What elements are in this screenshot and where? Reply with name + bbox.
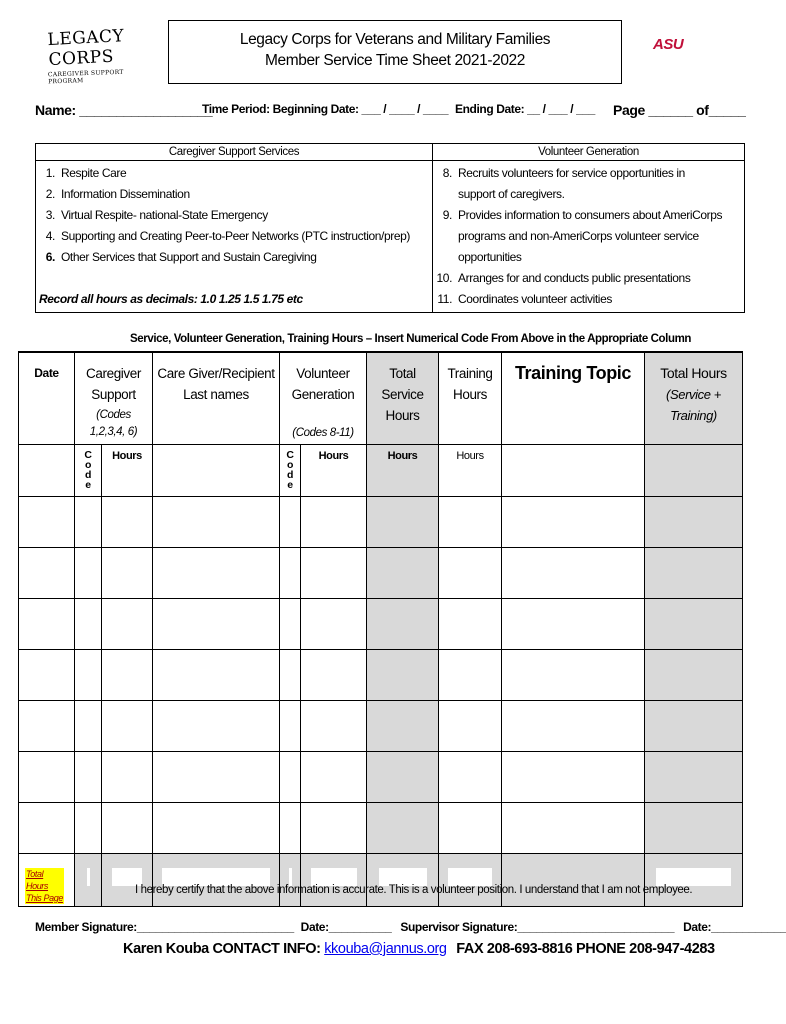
header-total-service-hours: Total Service Hours	[367, 352, 439, 445]
training-topic-cell[interactable]	[502, 650, 645, 701]
training-hours-cell[interactable]	[439, 599, 502, 650]
total-hours-cell[interactable]	[645, 752, 743, 803]
total-caregiver-hours[interactable]	[102, 854, 153, 907]
list-item: 8. Recruits volunteers for service opportunities in	[442, 166, 685, 180]
total-service-hours[interactable]	[367, 854, 439, 907]
list-item: 10. Arranges for and conducts public presentations	[436, 271, 691, 285]
caregiver-hours-cell[interactable]	[102, 599, 153, 650]
table-row	[19, 548, 743, 599]
recipient-cell[interactable]	[153, 599, 280, 650]
total-row	[19, 854, 743, 907]
date-cell[interactable]	[19, 497, 75, 548]
timesheet-table	[18, 351, 743, 907]
total-volunteer-hours[interactable]	[301, 854, 367, 907]
caregiver-hours-cell[interactable]	[102, 803, 153, 854]
total-service-hours-cell[interactable]	[367, 650, 439, 701]
caregiver-code-cell[interactable]	[75, 803, 102, 854]
training-hours-header: Hours	[439, 445, 502, 497]
header-training-topic: Training Topic	[502, 352, 645, 445]
volunteer-generation-heading: Volunteer Generation	[538, 146, 639, 158]
volunteer-hours-cell[interactable]	[301, 701, 367, 752]
total-hours-cell[interactable]	[645, 701, 743, 752]
contact-prefix: Karen Kouba CONTACT INFO:	[123, 941, 321, 957]
total-service-hours-cell[interactable]	[367, 803, 439, 854]
training-hours-cell[interactable]	[439, 701, 502, 752]
caregiver-code-cell[interactable]	[75, 497, 102, 548]
header-recipient: Care Giver/Recipient Last names	[153, 352, 280, 445]
volunteer-hours-cell[interactable]	[301, 752, 367, 803]
list-item: 11. Coordinates volunteer activities	[437, 292, 612, 306]
caregiver-code-cell[interactable]	[75, 599, 102, 650]
total-total-hours[interactable]	[645, 854, 743, 907]
volunteer-code-cell[interactable]	[280, 497, 301, 548]
volunteer-hours-cell[interactable]	[301, 803, 367, 854]
table-row	[19, 752, 743, 803]
volunteer-code-cell[interactable]	[280, 548, 301, 599]
training-topic-cell[interactable]	[502, 752, 645, 803]
table-instruction: Service, Volunteer Generation, Training Hours – Insert Numerical Code From Above in the Appropriate Column	[130, 333, 692, 345]
volunteer-code-cell[interactable]	[280, 650, 301, 701]
time-period-field[interactable]: Time Period: Beginning Date: ___ / ____ / ____	[202, 102, 449, 116]
caregiver-hours-cell[interactable]	[102, 497, 153, 548]
supervisor-date-field[interactable]: Date:____________	[683, 920, 786, 934]
volunteer-hours-cell[interactable]	[301, 497, 367, 548]
recipient-cell[interactable]	[153, 650, 280, 701]
caregiver-hours-cell[interactable]	[102, 752, 153, 803]
member-date-field[interactable]: Date:__________	[300, 920, 392, 934]
volunteer-code-header: C o d e	[280, 445, 301, 497]
volunteer-code-cell[interactable]	[280, 701, 301, 752]
training-topic-cell[interactable]	[502, 701, 645, 752]
total-training-topic	[502, 854, 645, 907]
training-hours-cell[interactable]	[439, 803, 502, 854]
list-item: 3. Virtual Respite- national-State Emergency	[45, 208, 268, 222]
contact-info	[123, 941, 715, 957]
decimal-hours-note: Record all hours as decimals: 1.0 1.25 1.5 1.75 etc	[39, 292, 303, 306]
total-training-hours[interactable]	[439, 854, 502, 907]
total-service-hours-cell[interactable]	[367, 599, 439, 650]
list-item: programs and non-AmeriCorps volunteer service	[458, 229, 699, 243]
total-hours-cell[interactable]	[645, 599, 743, 650]
volunteer-hours-header: Hours	[301, 445, 367, 497]
training-topic-cell[interactable]	[502, 548, 645, 599]
recipient-cell[interactable]	[153, 497, 280, 548]
title-box	[168, 20, 622, 84]
member-signature-field[interactable]: Member Signature:_________________________	[35, 920, 294, 934]
recipient-cell[interactable]	[153, 445, 280, 497]
total-recipient	[153, 854, 280, 907]
ending-date-field[interactable]: Ending Date: __ / ___ / ___	[455, 102, 595, 116]
legacy-corps-logo	[47, 26, 128, 86]
total-hours-cell[interactable]	[645, 445, 743, 497]
caregiver-hours-header: Hours	[102, 445, 153, 497]
logo-left-text: LEGACY CORPS	[47, 26, 125, 71]
total-service-hours-header: Hours	[367, 445, 439, 497]
training-hours-cell[interactable]	[439, 497, 502, 548]
training-hours-cell[interactable]	[439, 752, 502, 803]
training-topic-cell[interactable]	[502, 445, 645, 497]
caregiver-code-cell[interactable]	[75, 548, 102, 599]
volunteer-code-cell[interactable]	[280, 803, 301, 854]
total-service-hours-cell[interactable]	[367, 497, 439, 548]
date-cell[interactable]	[19, 548, 75, 599]
header-caregiver-support: Caregiver Support (Codes 1,2,3,4, 6)	[75, 352, 153, 445]
name-field[interactable]: Name: __________________	[35, 102, 213, 118]
total-hours-cell[interactable]	[645, 548, 743, 599]
total-service-hours-cell[interactable]	[367, 548, 439, 599]
volunteer-code-cell[interactable]	[280, 599, 301, 650]
caregiver-hours-cell[interactable]	[102, 548, 153, 599]
contact-numbers: FAX 208-693-8816 PHONE 208-947-4283	[456, 941, 715, 957]
total-volunteer-code	[280, 854, 301, 907]
caregiver-services-heading: Caregiver Support Services	[168, 146, 300, 158]
header-volunteer-generation: Volunteer Generation (Codes 8-11)	[280, 352, 367, 445]
total-service-hours-cell[interactable]	[367, 701, 439, 752]
services-header-line	[36, 160, 744, 161]
table-row	[19, 650, 743, 701]
list-item: 4. Supporting and Creating Peer-to-Peer Networks (PTC instruction/prep)	[45, 229, 410, 243]
table-row	[19, 803, 743, 854]
training-topic-cell[interactable]	[502, 599, 645, 650]
date-cell[interactable]	[19, 445, 75, 497]
total-hours-cell[interactable]	[645, 650, 743, 701]
list-item: 1. Respite Care	[45, 166, 127, 180]
info-line	[35, 102, 745, 122]
total-hours-label: Total Hours This Page	[26, 869, 63, 903]
training-topic-cell[interactable]	[502, 803, 645, 854]
caregiver-code-cell[interactable]	[75, 650, 102, 701]
total-hours-label-cell	[19, 854, 75, 907]
total-caregiver-code	[75, 854, 102, 907]
volunteer-hours-cell[interactable]	[301, 548, 367, 599]
date-cell[interactable]	[19, 701, 75, 752]
caregiver-code-header: C o d e	[75, 445, 102, 497]
page-field[interactable]: Page ______ of_____	[613, 102, 746, 118]
document-title: Legacy Corps for Veterans and Military Families	[239, 31, 551, 48]
caregiver-hours-cell[interactable]	[102, 650, 153, 701]
caregiver-hours-cell[interactable]	[102, 701, 153, 752]
list-item: 9. Provides information to consumers about AmeriCorps	[442, 208, 723, 222]
volunteer-hours-cell[interactable]	[301, 650, 367, 701]
recipient-cell[interactable]	[153, 548, 280, 599]
list-item: opportunities	[458, 250, 522, 264]
volunteer-code-cell[interactable]	[280, 752, 301, 803]
asu-logo: ASU	[653, 36, 684, 53]
caregiver-code-cell[interactable]	[75, 752, 102, 803]
list-item: support of caregivers.	[458, 187, 565, 201]
table-row	[19, 701, 743, 752]
volunteer-generation-list	[430, 163, 722, 310]
total-hours-cell[interactable]	[645, 803, 743, 854]
list-item: 2. Information Dissemination	[45, 187, 190, 201]
service-codes-box	[35, 143, 745, 313]
recipient-cell[interactable]	[153, 752, 280, 803]
table-row	[19, 497, 743, 548]
header-total-hours: Total Hours (Service + Training)	[645, 352, 743, 445]
certification-statement: I hereby certify that the above information is accurate. This is a volunteer position. I understand that I am not employee.	[135, 884, 693, 896]
caregiver-services-list	[33, 163, 410, 268]
recipient-cell[interactable]	[153, 803, 280, 854]
email-link[interactable]: kkouba@jannus.org	[324, 941, 447, 957]
date-cell[interactable]	[19, 650, 75, 701]
date-cell[interactable]	[19, 599, 75, 650]
date-cell[interactable]	[19, 752, 75, 803]
list-item: 6. Other Services that Support and Sustain Caregiving	[45, 250, 317, 264]
supervisor-signature-field[interactable]: Supervisor Signature:_________________________	[400, 920, 675, 934]
document-subtitle: Member Service Time Sheet 2021-2022	[265, 52, 525, 69]
volunteer-hours-cell[interactable]	[301, 599, 367, 650]
caregiver-code-cell[interactable]	[75, 701, 102, 752]
training-topic-cell[interactable]	[502, 497, 645, 548]
header-date: Date	[19, 352, 75, 445]
training-hours-cell[interactable]	[439, 548, 502, 599]
recipient-cell[interactable]	[153, 701, 280, 752]
total-hours-cell[interactable]	[645, 497, 743, 548]
header-training-hours: Training Hours	[439, 352, 502, 445]
date-cell[interactable]	[19, 803, 75, 854]
logo-left-subtext: CAREGIVER SUPPORT PROGRAM	[47, 68, 124, 86]
training-hours-cell[interactable]	[439, 650, 502, 701]
total-service-hours-cell[interactable]	[367, 752, 439, 803]
signature-line	[35, 920, 786, 934]
table-row	[19, 599, 743, 650]
